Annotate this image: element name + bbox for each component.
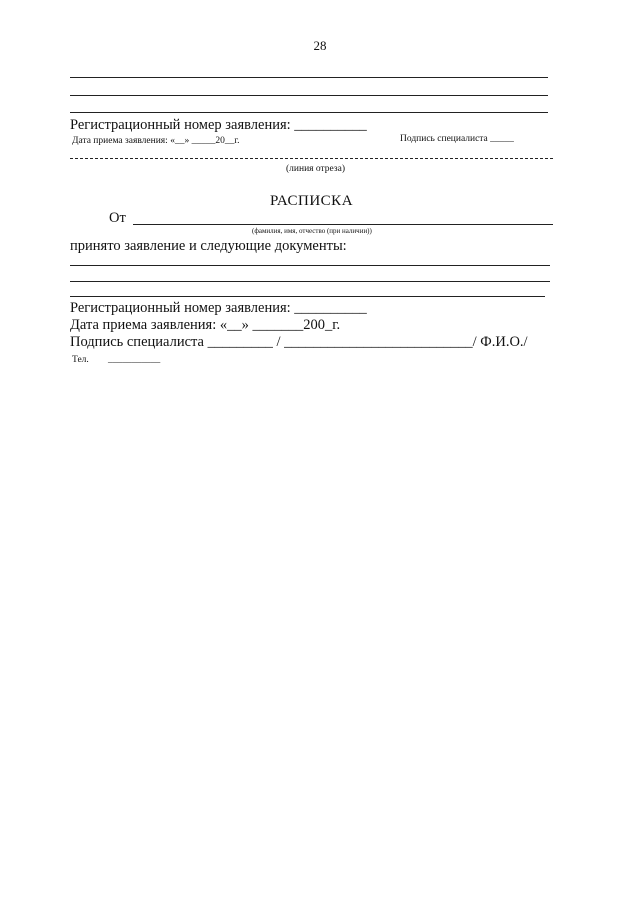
receipt-signature-label: Подпись специалиста _________ / __________________________/ Ф.И.О./ bbox=[70, 334, 528, 350]
receipt-date-label: Дата приема заявления: «__» _______200_г. bbox=[70, 317, 341, 333]
receipt-doc-line-2 bbox=[70, 281, 550, 282]
receipt-from-line bbox=[133, 224, 553, 225]
receipt-phone-blank: ___________ bbox=[108, 355, 161, 365]
receipt-reg-number-label: Регистрационный номер заявления: __________ bbox=[70, 300, 367, 316]
receipt-accepted-text: принято заявление и следующие документы: bbox=[70, 238, 347, 254]
upper-date-label: Дата приема заявления: «__» _____20__г. bbox=[72, 136, 240, 146]
receipt-doc-line-3 bbox=[70, 296, 545, 297]
page-number: 28 bbox=[313, 38, 327, 53]
cut-line bbox=[70, 158, 553, 159]
receipt-name-hint: (фамилия, имя, отчество (при наличии)) bbox=[252, 227, 372, 235]
upper-specialist-signature-label: Подпись специалиста _____ bbox=[400, 134, 514, 144]
receipt-from-label: От bbox=[109, 210, 126, 226]
blank-line-2 bbox=[70, 95, 548, 96]
receipt-phone-label: Тел. bbox=[72, 355, 89, 365]
blank-line-1 bbox=[70, 77, 548, 78]
blank-line-3 bbox=[70, 112, 548, 113]
upper-reg-number-label: Регистрационный номер заявления: __________ bbox=[70, 117, 367, 133]
receipt-doc-line-1 bbox=[70, 265, 550, 266]
cut-line-label: (линия отреза) bbox=[286, 164, 346, 174]
receipt-title: РАСПИСКА bbox=[270, 193, 354, 209]
